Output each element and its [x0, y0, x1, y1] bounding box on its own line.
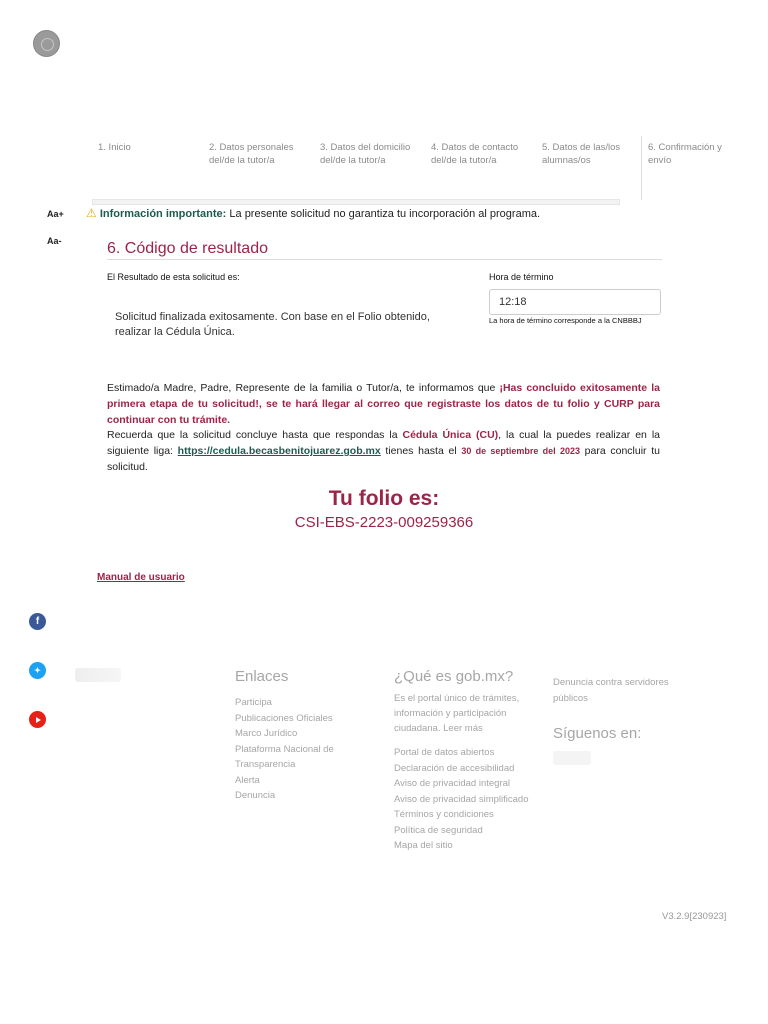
msg-text: Recuerda que la solicitud concluye hasta que respondas la	[107, 429, 403, 442]
font-increase-button[interactable]: Aa+	[47, 209, 64, 219]
footer-link[interactable]: Alerta	[235, 774, 260, 786]
result-text: Solicitud finalizada exitosamente. Con base en el Folio obtenido, realizar la Cédula Única.	[115, 311, 430, 338]
footer-link[interactable]: Política de seguridad	[394, 824, 483, 836]
msg-cu: Cédula Única (CU)	[402, 429, 499, 442]
step-label: 6. Confirmación y envío	[648, 142, 722, 166]
footer-enlaces-title: Enlaces	[235, 668, 289, 685]
footer-link[interactable]: Participa	[235, 697, 272, 708]
result-label: El Resultado de esta solicitud es:	[107, 272, 240, 282]
footer-que-es-title: ¿Qué es gob.mx?	[394, 668, 514, 685]
footer-link[interactable]: Aviso de privacidad simplificado	[394, 793, 529, 805]
step-5[interactable]	[536, 136, 646, 172]
gobierno-logo	[75, 668, 121, 682]
info-banner	[86, 206, 540, 220]
footer-que-es-text: Es el portal único de trámites, información y participación ciudadana. Leer más	[394, 693, 520, 734]
footer-link[interactable]: Marco Jurídico	[235, 728, 298, 739]
facebook-icon[interactable]: f	[29, 613, 46, 630]
confirmation-message	[107, 381, 660, 476]
wizard-stepper	[92, 136, 722, 200]
footer-link[interactable]: Mapa del sitio	[394, 840, 453, 851]
siguenos-title: Síguenos en:	[553, 725, 642, 742]
folio-title: Tu folio es:	[328, 487, 440, 510]
gob-seal-logo	[33, 30, 60, 57]
stepper-progress-bar	[92, 199, 620, 205]
deadline-date: 30 de septiembre del 2023	[461, 446, 580, 457]
step-label: 2. Datos personales del/de la tutor/a	[209, 142, 294, 166]
step-label: 1. Inicio	[98, 142, 131, 153]
app-version: V3.2.9[230923]	[662, 911, 727, 922]
footer-que-es-links	[394, 745, 534, 854]
time-label: Hora de término	[489, 272, 554, 282]
footer-enlaces-list	[235, 695, 365, 804]
cedula-link[interactable]: https://cedula.becasbenitojuarez.gob.mx	[177, 445, 381, 458]
step-6-active[interactable]	[641, 136, 741, 200]
footer-link[interactable]: Denuncia	[235, 790, 276, 801]
footer-link[interactable]: Aviso de privacidad integral	[394, 778, 511, 789]
section-title: 6. Código de resultado	[107, 240, 268, 257]
step-2[interactable]	[203, 136, 313, 172]
step-label: 4. Datos de contacto del/de la tutor/a	[431, 142, 519, 166]
twitter-icon[interactable]: ✦	[29, 662, 46, 679]
footer-social-icons[interactable]	[553, 751, 591, 765]
msg-text: tienes hasta el	[380, 445, 462, 458]
footer-link[interactable]: Portal de datos abiertos	[394, 747, 495, 758]
step-3[interactable]	[314, 136, 424, 172]
step-label: 3. Datos del domicilio del/de la tutor/a	[320, 142, 411, 166]
denuncia-servidores-link[interactable]: Denuncia contra servidores públicos	[553, 677, 669, 704]
folio-number: CSI-EBS-2223-009259366	[294, 514, 474, 531]
step-1[interactable]	[92, 136, 202, 159]
warning-icon: ⚠	[86, 206, 97, 220]
footer-link[interactable]: Declaración de accesibilidad	[394, 762, 515, 774]
footer-link[interactable]: Publicaciones Oficiales	[235, 712, 333, 724]
info-text: La presente solicitud no garantiza tu incorporación al programa.	[226, 208, 541, 220]
msg-text: Estimado/a Madre, Padre, Represente de la familia o Tutor/a, te informamos que	[107, 382, 500, 394]
end-time-field[interactable]	[489, 289, 661, 315]
info-label: Información importante:	[99, 208, 227, 220]
footer-link[interactable]: Términos y condiciones	[394, 809, 494, 820]
section-divider	[107, 259, 662, 260]
youtube-icon[interactable]	[29, 711, 46, 728]
time-help-text: La hora de término corresponde a la CNBBBJ	[489, 316, 642, 325]
user-manual-link[interactable]: Manual de usuario	[97, 572, 185, 583]
font-decrease-button[interactable]: Aa-	[47, 236, 62, 246]
step-label: 5. Datos de las/los alumnas/os	[542, 142, 621, 166]
msg-highlight: ¡Has concluido exitosamente la primera etapa de tu solicitud!, se te hará llegar al correo que registraste los datos de tu folio y CURP para continuar con tu trámite.	[107, 382, 660, 426]
msg-text: , la cual la puedes realizar en la siguiente liga:	[107, 429, 661, 458]
step-4[interactable]	[425, 136, 535, 172]
footer-link[interactable]: Plataforma Nacional de Transparencia	[235, 743, 334, 770]
msg-text: para concluir tu solicitud.	[107, 445, 660, 473]
